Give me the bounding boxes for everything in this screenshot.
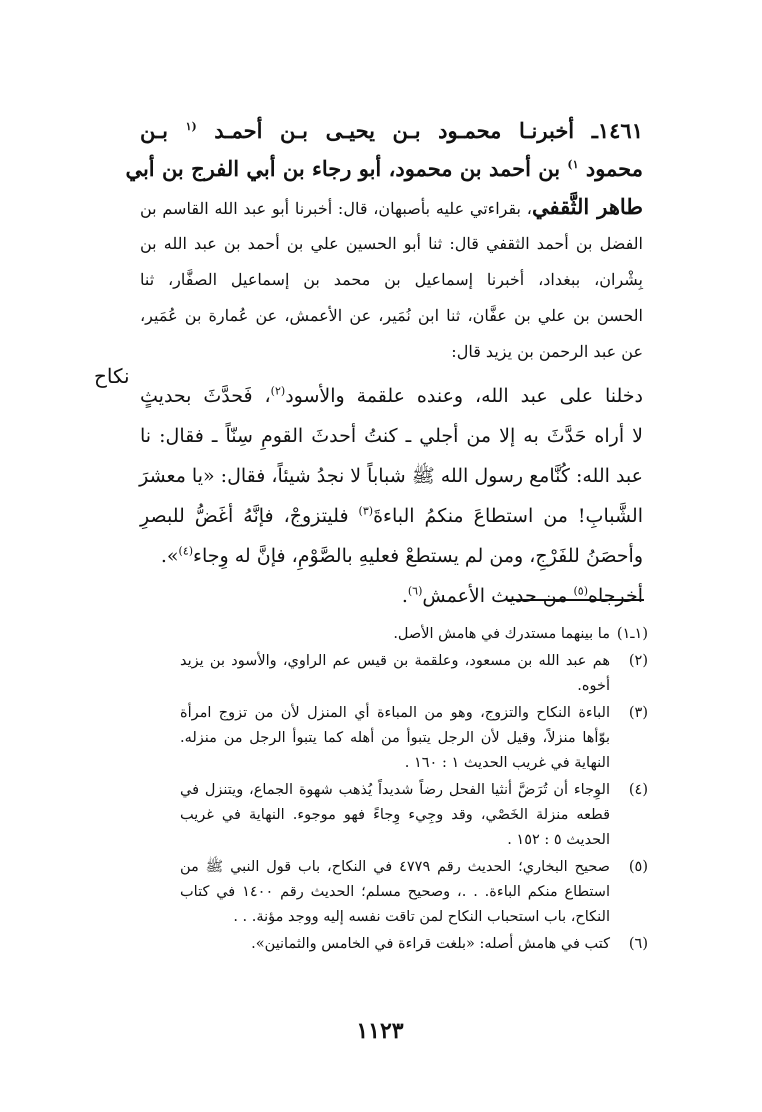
matn-text: من حديث الأعمش: [422, 585, 574, 607]
margin-topic-label: نكاح: [94, 364, 130, 388]
isnad-block: [140, 226, 643, 370]
lead-text: بـن: [140, 118, 186, 143]
footnote-marker: (٤): [178, 544, 194, 558]
isnad-line: الحسن بن علي بن عفَّان، ثنا ابن نُمَير، عن الأعمش، عن عُمارة بن عُمَير،: [140, 306, 643, 325]
footnote-text: صحيح البخاري؛ الحديث رقم ٤٧٧٩ في النكاح، باب قول النبي ﷺ من استطاع منكم الباءة. . .، وصحيح مسلم؛ الحديث رقم ١٤٠٠ في كتاب النكاح، باب استحباب النكاح لمن تاقت نفسه إليه ووجد مؤنة. . .: [180, 859, 610, 925]
isnad-line: الفضل بن أحمد الثقفي قال: ثنا أبو الحسين علي بن أحمد بن عبد الله بن: [140, 234, 643, 253]
lead-text: بن أحمد بن محمود، أبو رجاء بن أبي الفرج بن أبي: [125, 156, 568, 181]
footnote-item: [180, 855, 648, 930]
footnote-item: [180, 778, 648, 853]
footnotes: [180, 622, 648, 959]
footnote-number: (٣): [628, 705, 648, 721]
lead-text: محمود: [578, 156, 643, 181]
footnote-marker: (٥): [573, 584, 588, 598]
lead-text: ١٤٦١ـ أخبرنـا محمـود بـن يحيـى بـن أحمـد: [196, 118, 643, 143]
footnote-marker: (٢): [270, 384, 286, 398]
footnote-text: ما بينهما مستدرك في هامش الأصل.: [393, 626, 610, 642]
footnote-marker: (٦): [407, 584, 423, 598]
footnote-separator: [508, 599, 644, 601]
matn-text: وأحصَنُ للفَرْجِ، ومن لم يستطعْ فعليهِ بالصَّوْمِ، فإنَّ له وِجاء: [193, 545, 643, 567]
footnote-marker: (١: [185, 120, 197, 133]
footnote-number: (١ـ١): [616, 626, 648, 642]
matn-text: ، فَحدَّثَ بحديثٍ: [140, 385, 271, 407]
matn-line: [140, 536, 643, 576]
footnote-text: الوِجاء أن تُرَضَّ أنثيا الفحل رضاً شديداً يُذهب شهوة الجماع، ويتنزل في قطعه منزلة الخَصْي، وقد وجِيء وِجاءً فهو موجوء. النهاية في غريب الحديث ٥ : ١٥٢ .: [180, 782, 610, 848]
matn-line: [140, 376, 643, 416]
footnote-item: [180, 622, 648, 647]
matn-text: فليتزوجْ، فإنَّهُ أغَضُّ للبصرِ: [140, 505, 359, 527]
hadith-block: [125, 112, 644, 616]
lead-line-2: [125, 150, 643, 188]
footnote-item: [180, 649, 648, 699]
footnote-number: (٥): [628, 859, 648, 875]
matn-text: .: [401, 585, 408, 607]
footnote-marker: (٣): [358, 504, 374, 518]
hadith-lead: [125, 112, 644, 226]
footnote-number: (٦): [628, 936, 648, 952]
matn-line: لا أراه حَدَّثَ به إلا من أجلي ـ كنتُ أحدثَ القومِ سِنّاً ـ فقال: نا: [140, 425, 643, 447]
footnote-item: [180, 701, 648, 776]
isnad-line: عن عبد الرحمن بن يزيد قال:: [451, 342, 643, 361]
footnote-number: (٢): [628, 653, 648, 669]
matn-text: الشَّبابِ! من استطاعَ منكمُ الباءةَ: [373, 505, 643, 527]
isnad-text: ، بقراءتي عليه بأصبهان، قال: أخبرنا أبو عبد الله القاسم بن: [140, 199, 532, 218]
matn-text: أخرجاه: [588, 585, 643, 607]
footnote-item: [180, 932, 648, 957]
matn-text: ».: [160, 545, 179, 567]
footnote-text: كتب في هامش أصله: «بلغت قراءة في الخامس والثمانين».: [251, 936, 610, 952]
takhrij-line: [140, 576, 643, 616]
lead-line-3: [140, 188, 643, 226]
matn-line: [140, 496, 643, 536]
matn-text: دخلنا على عبد الله، وعنده علقمة والأسود: [285, 385, 644, 407]
footnote-text: الباءة النكاح والتزوج، وهو من المباءة أي المنزل لأن من تزوج امرأة بوّأها منزلاً، وقيل لأن الرجل يتبوأ من أهله كما يتبوأ الرجل من منزله. النهاية في غريب الحديث ١ : ١٦٠ .: [180, 705, 610, 771]
lead-line-1: [140, 112, 643, 150]
isnad-line: بِشْران، ببغداد، أخبرنا إسماعيل بن محمد بن إسماعيل الصفَّار، ثنا: [140, 270, 643, 289]
footnote-number: (٤): [628, 782, 648, 798]
footnote-text: هم عبد الله بن مسعود، وعلقمة بن قيس عم الراوي، والأسود بن يزيد أخوه.: [180, 653, 610, 694]
matn-block: [140, 376, 643, 616]
matn-line: عبد الله: كُنَّامع رسول الله ﷺ شباباً لا نجدُ شيئاً، فقال: «يا معشرَ: [139, 465, 643, 487]
author-name: طاهر الثَّقفي: [531, 194, 644, 219]
page-number: ١١٢٣: [356, 1018, 404, 1044]
footnote-marker: ١): [567, 158, 579, 171]
